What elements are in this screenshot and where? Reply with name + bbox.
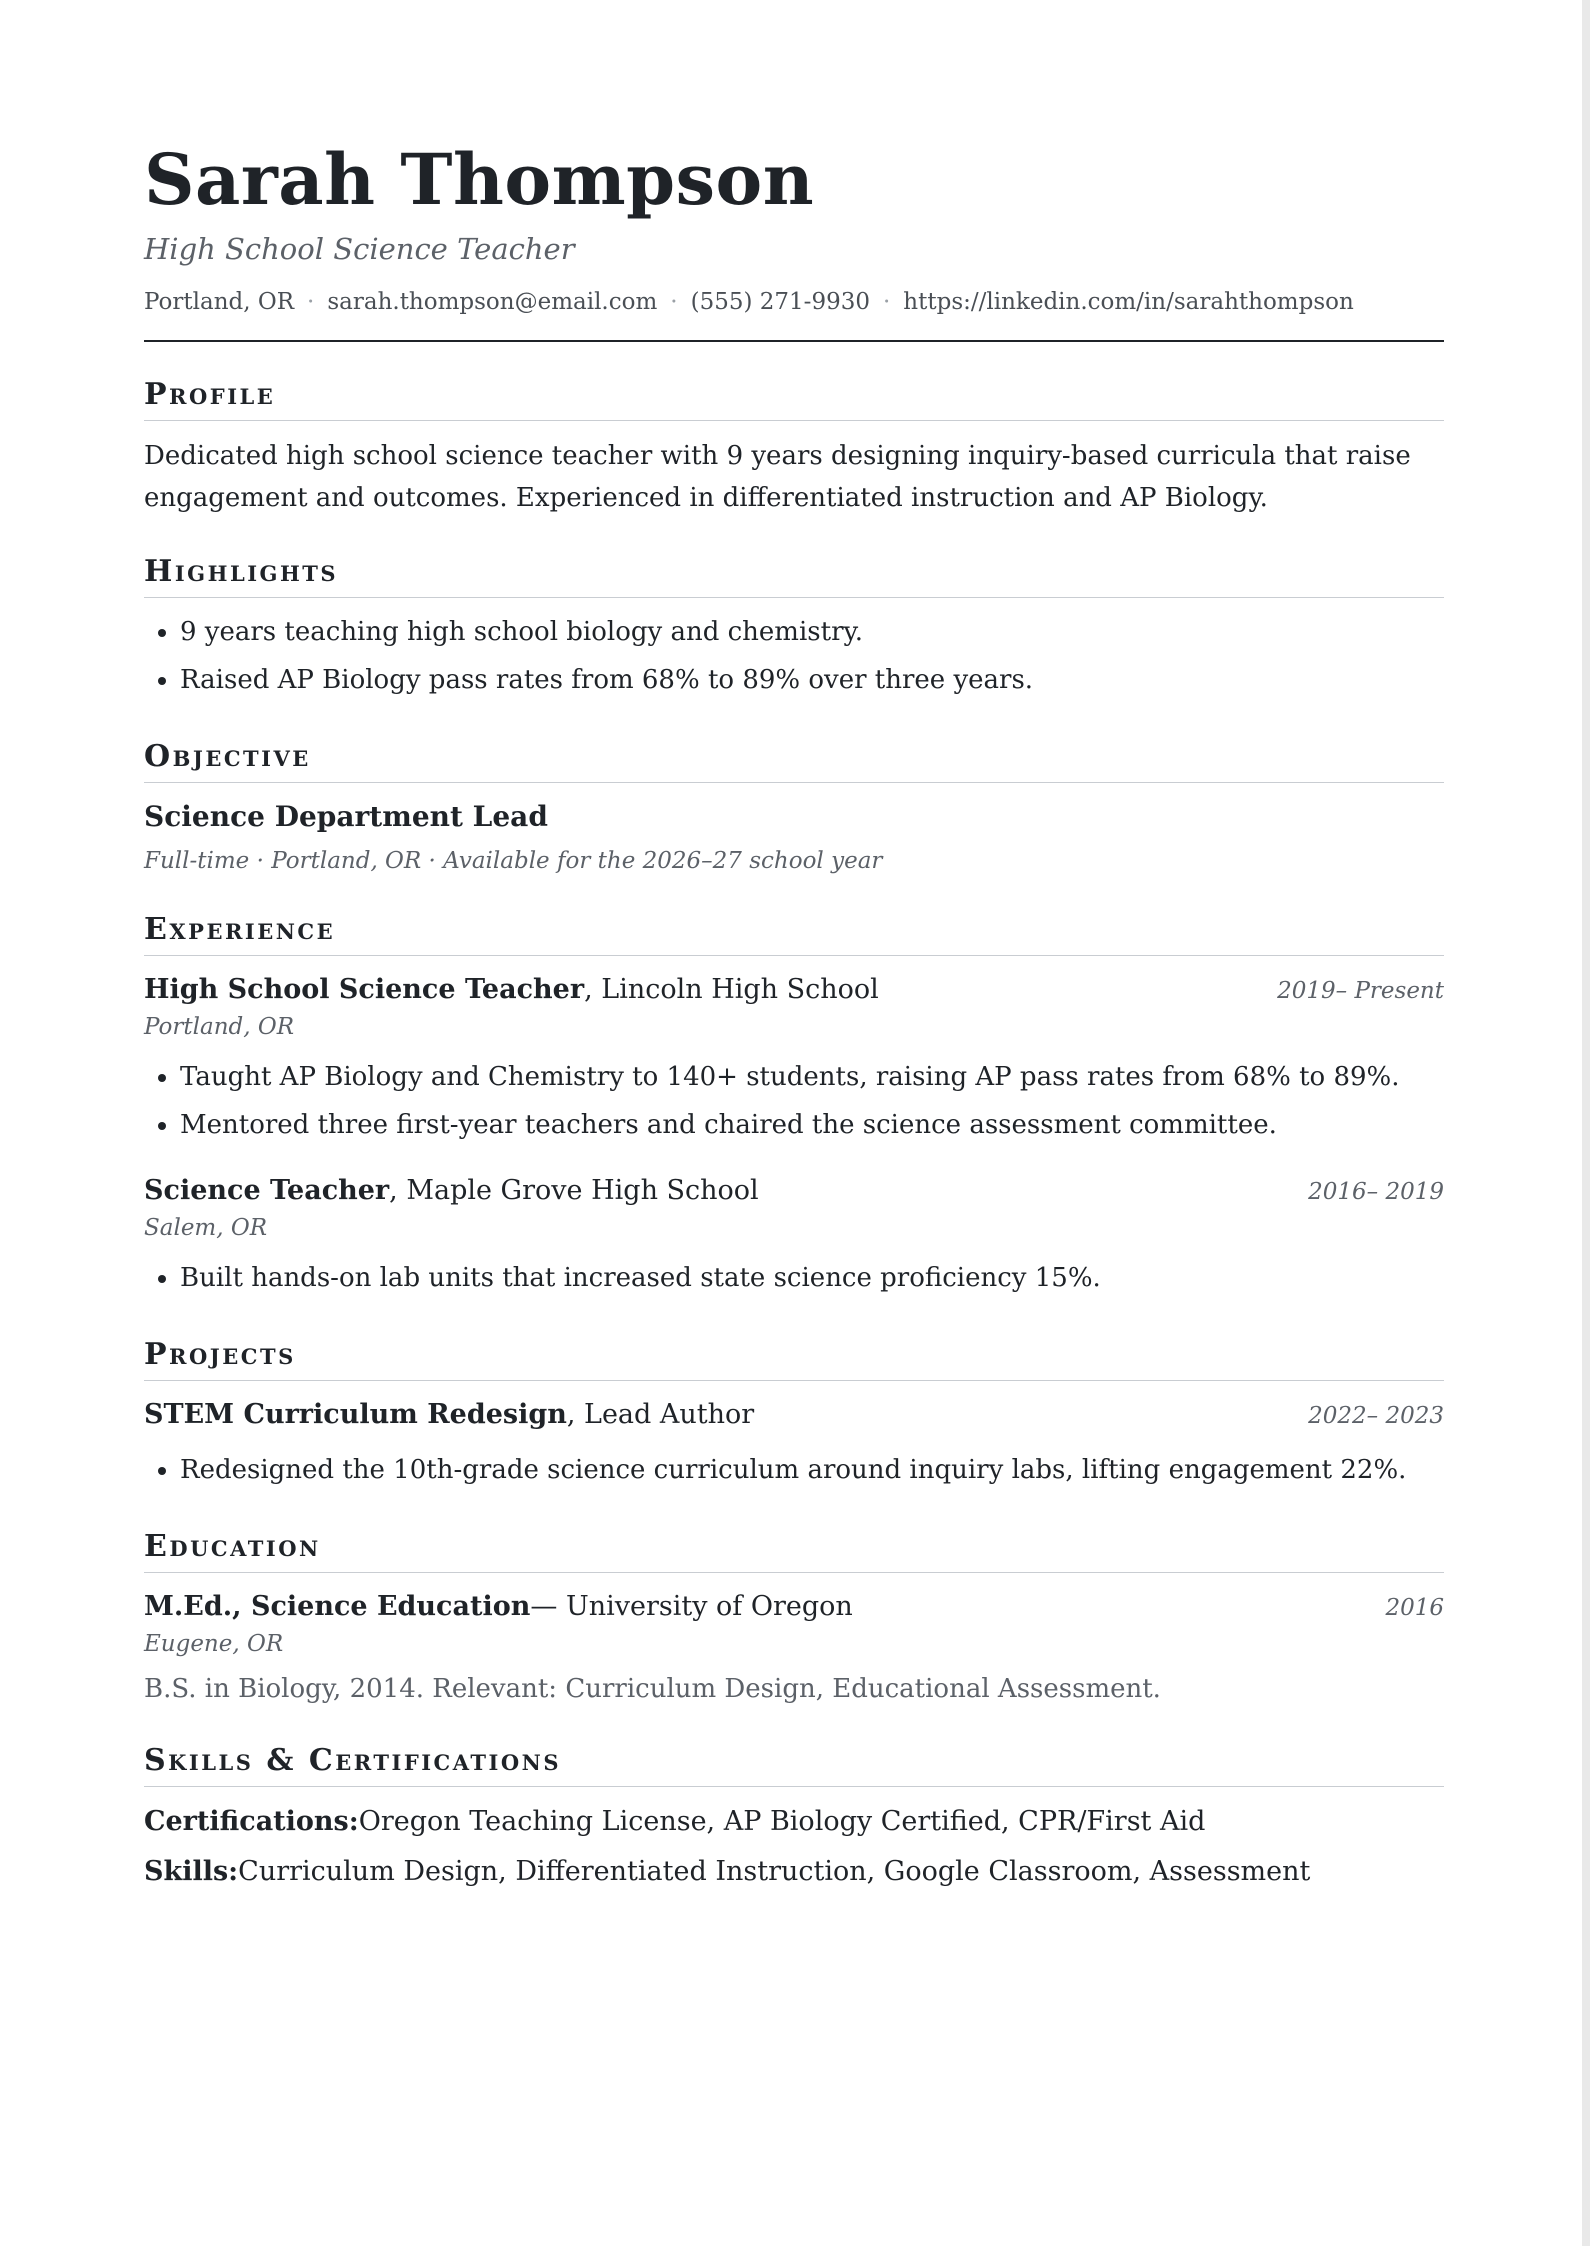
skills-line	[144, 1847, 1444, 1897]
project-role: , Lead Author	[566, 1399, 755, 1430]
job-dates: 2019– Present	[1277, 978, 1444, 1004]
resume-header	[144, 0, 1444, 342]
experience-section	[144, 911, 1444, 1302]
education-section	[144, 1528, 1444, 1708]
skills-label: Skills:	[144, 1856, 239, 1887]
job-bullets	[144, 1053, 1444, 1149]
highlights-list	[144, 608, 1444, 704]
projects-section	[144, 1336, 1444, 1494]
profile-text: Dedicated high school science teacher with 9 years designing inquiry-based curricula that raise engagement and outcomes. Experienced in differentiated instruction and AP Biology.	[144, 441, 1411, 513]
job-position: Science Teacher	[144, 1175, 390, 1206]
certifications-line	[144, 1797, 1444, 1847]
experience-entry	[144, 1171, 1444, 1302]
job-position: High School Science Teacher	[144, 974, 585, 1005]
contact-linkedin[interactable]: https://linkedin.com/in/sarahthompson	[903, 289, 1354, 315]
candidate-name: Sarah Thompson	[144, 138, 815, 221]
section-title-objective: Objective	[144, 738, 1444, 783]
section-title-skills: Skills & Certifications	[144, 1742, 1444, 1787]
certifications-label: Certifications:	[144, 1806, 359, 1837]
contact-separator: ·	[882, 289, 891, 315]
job-bullet: • Mentored three first-year teachers and chaired the science assessment committee.	[180, 1101, 1444, 1149]
highlights-section	[144, 553, 1444, 704]
job-dates: 2016– 2019	[1308, 1179, 1444, 1205]
education-location: Eugene, OR	[144, 1631, 284, 1657]
experience-entry-header	[144, 970, 1444, 1011]
contact-separator: ·	[307, 289, 315, 315]
profile-section	[144, 376, 1444, 519]
section-title-highlights: Highlights	[144, 553, 1444, 598]
project-name: STEM Curriculum Redesign	[144, 1399, 567, 1430]
objective-section	[144, 738, 1444, 877]
job-employer: , Maple Grove High School	[389, 1175, 759, 1206]
job-location: Portland, OR	[144, 1014, 295, 1040]
page-edge	[1582, 0, 1590, 2246]
project-dates: 2022– 2023	[1308, 1403, 1444, 1429]
education-year: 2016	[1385, 1595, 1444, 1621]
education-entry-header	[144, 1587, 1444, 1628]
experience-entry-title	[144, 970, 879, 1010]
contact-phone[interactable]: (555) 271-9930	[690, 289, 870, 315]
job-bullet: • Built hands-on lab units that increased state science proficiency 15%.	[180, 1254, 1444, 1302]
experience-entry-title	[144, 1171, 759, 1211]
job-bullet: • Taught AP Biology and Chemistry to 140+ students, raising AP pass rates from 68% to 89%.	[180, 1053, 1444, 1101]
contact-line	[144, 286, 1444, 318]
education-note: B.S. in Biology, 2014. Relevant: Curriculum Design, Educational Assessment.	[144, 1674, 1161, 1704]
job-location: Salem, OR	[144, 1215, 268, 1241]
job-employer: , Lincoln High School	[584, 974, 879, 1005]
skills-section	[144, 1742, 1444, 1897]
section-title-profile: Profile	[144, 376, 1444, 421]
job-bullets	[144, 1254, 1444, 1302]
objective-role: Science Department Lead	[144, 800, 548, 833]
resume-page	[144, 0, 1444, 1897]
project-bullets	[144, 1446, 1444, 1494]
candidate-headline: High School Science Teacher	[144, 232, 575, 266]
objective-details: Full-time · Portland, OR · Available for the 2026–27 school year	[144, 848, 883, 874]
certifications-value: Oregon Teaching License, AP Biology Certified, CPR/First Aid	[358, 1806, 1206, 1837]
skills-value: Curriculum Design, Differentiated Instruction, Google Classroom, Assessment	[238, 1856, 1311, 1887]
section-title-experience: Experience	[144, 911, 1444, 956]
highlight-item: • 9 years teaching high school biology and chemistry.	[180, 608, 1444, 656]
experience-entry-header	[144, 1171, 1444, 1212]
contact-email[interactable]: sarah.thompson@email.com	[327, 289, 658, 315]
project-entry-header	[144, 1395, 1444, 1436]
experience-entry	[144, 970, 1444, 1149]
section-title-education: Education	[144, 1528, 1444, 1573]
project-bullet: • Redesigned the 10th-grade science curriculum around inquiry labs, lifting engagement 22%.	[180, 1446, 1444, 1494]
contact-location: Portland, OR	[144, 289, 295, 315]
project-entry-title	[144, 1395, 754, 1435]
education-school: — University of Oregon	[530, 1591, 853, 1622]
education-entry-title	[144, 1587, 853, 1627]
highlight-item: • Raised AP Biology pass rates from 68% to 89% over three years.	[180, 656, 1444, 704]
contact-separator: ·	[670, 289, 678, 315]
header-divider	[144, 340, 1444, 342]
education-degree: M.Ed., Science Education	[144, 1591, 531, 1622]
section-title-projects: Projects	[144, 1336, 1444, 1381]
project-entry	[144, 1395, 1444, 1494]
